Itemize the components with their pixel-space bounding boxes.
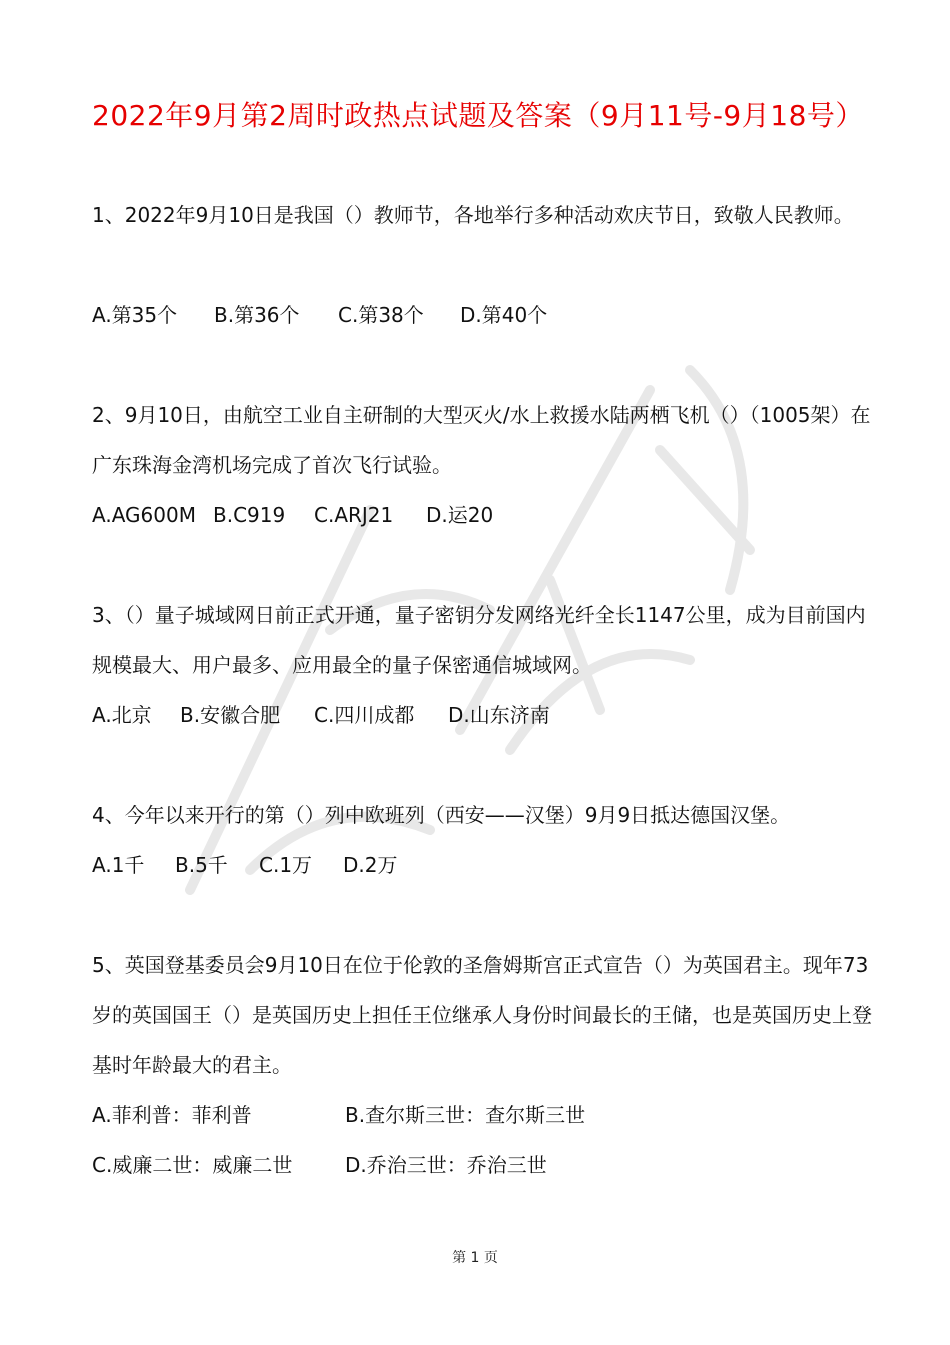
option-b: B.第36个	[214, 303, 300, 327]
option-a: A.菲利普：菲利普	[92, 1103, 252, 1127]
option-a: A.1千	[92, 853, 145, 877]
question-4-options	[92, 840, 397, 890]
question-3-text: 3、（）量子城域网日前正式开通，量子密钥分发网络光纤全长1147公里，成为目前国内规模最大、用户最多、应用最全的量子保密通信城域网。	[92, 603, 866, 677]
option-d: D.第40个	[460, 303, 548, 327]
option-c: C.第38个	[338, 303, 424, 327]
option-d: D.乔治三世：乔治三世	[345, 1153, 547, 1177]
page-title: 2022年9月第2周时政热点试题及答案（9月11号-9月18号）	[92, 99, 864, 132]
option-a: A.第35个	[92, 303, 178, 327]
question-5-text: 5、英国登基委员会9月10日在位于伦敦的圣詹姆斯宫正式宣告（）为英国君主。现年73岁的英国国王（）是英国历史上担任王位继承人身份时间最长的王储，也是英国历史上登基时年龄最大的君主。	[92, 953, 872, 1077]
option-a: A.AG600M	[92, 503, 196, 527]
question-1-text: 1、2022年9月10日是我国（）教师节，各地举行多种活动欢庆节日，致敬人民教师。	[92, 203, 854, 227]
option-c: C.ARJ21	[314, 503, 394, 527]
option-c: C.1万	[259, 853, 313, 877]
question-3-options	[92, 690, 550, 740]
question-5-options	[92, 1090, 585, 1190]
option-d: D.2万	[343, 853, 398, 877]
option-b: B.C919	[213, 503, 286, 527]
option-c: C.四川成都	[314, 703, 415, 727]
option-c: C.威廉二世：威廉二世	[92, 1153, 293, 1177]
option-d: D.运20	[426, 503, 494, 527]
page-number: 第 1 页	[452, 1250, 498, 1266]
option-d: D.山东济南	[448, 703, 550, 727]
question-2-text: 2、9月10日，由航空工业自主研制的大型灭火/水上救援水陆两栖飞机（）（1005架）在广东珠海金湾机场完成了首次飞行试验。	[92, 403, 871, 477]
question-1-options	[92, 290, 547, 340]
option-b: B.查尔斯三世：查尔斯三世	[345, 1103, 586, 1127]
option-a: A.北京	[92, 703, 152, 727]
option-b: B.5千	[175, 853, 228, 877]
option-b: B.安徽合肥	[180, 703, 281, 727]
question-4-text: 4、今年以来开行的第（）列中欧班列（西安——汉堡）9月9日抵达德国汉堡。	[92, 803, 791, 827]
question-2-options	[92, 490, 493, 540]
